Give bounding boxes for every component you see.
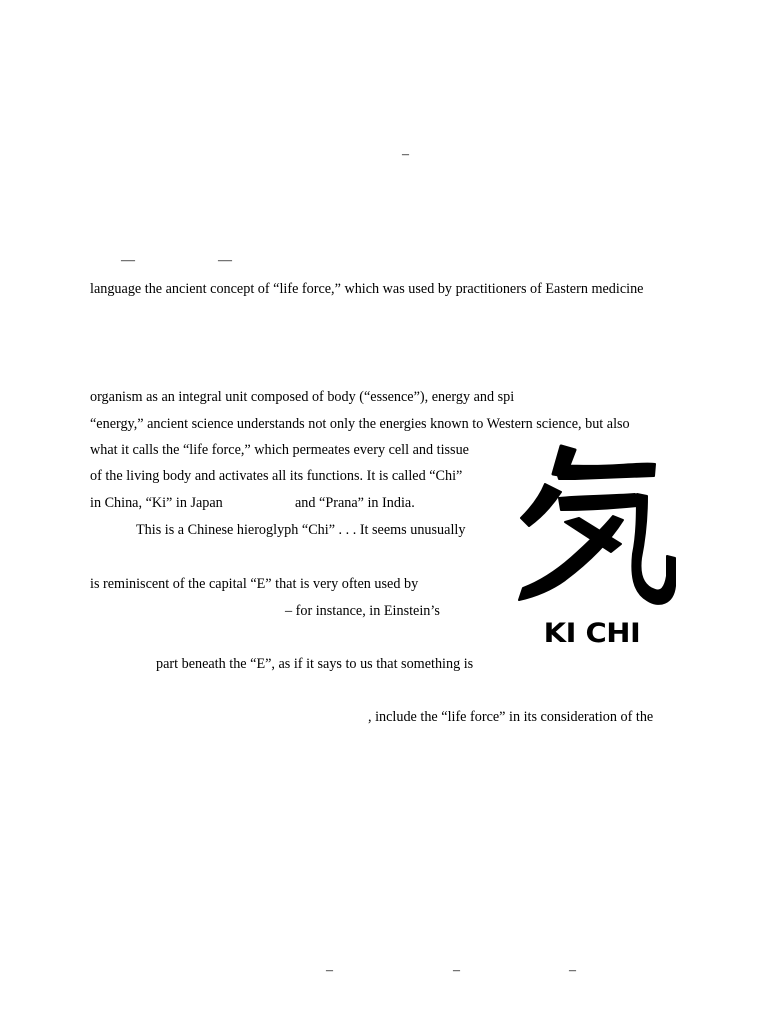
top-dash: –: [402, 147, 409, 162]
text-line-living: of the living body and activates all its functions. It is called “Chi”: [90, 468, 463, 484]
text-line-part: part beneath the “E”, as if it says to us that something is: [156, 656, 474, 672]
text-line-china: in China, “Ki” in Japan: [90, 495, 223, 511]
ki-chi-caption: KI CHI: [543, 617, 641, 649]
text-line-energy: “energy,” ancient science understands not only the energies known to Western science, but also: [90, 416, 630, 432]
text-line-hieroglyph: This is a Chinese hieroglyph “Chi” . . . It seems unusually: [136, 522, 466, 538]
text-line-organism: organism as an integral unit composed of body (“essence”), energy and spi: [90, 389, 515, 405]
left-em-dash: —: [121, 253, 135, 268]
bottom-dash-2: –: [453, 963, 460, 978]
text-line-reminiscent: is reminiscent of the capital “E” that is very often used by: [90, 576, 419, 592]
ki-chi-hieroglyph-icon: [509, 436, 677, 611]
text-line-prana: and “Prana” in India.: [295, 495, 415, 511]
text-line-include: , include the “life force” in its consideration of the: [368, 709, 654, 725]
right-em-dash: —: [218, 253, 232, 268]
text-line-einstein: – for instance, in Einstein’s: [285, 603, 440, 619]
text-line-language: language the ancient concept of “life force,” which was used by practitioners of Eastern medicine: [90, 281, 644, 297]
ki-chi-figure: [509, 436, 677, 656]
bottom-dash-3: –: [569, 963, 576, 978]
text-line-what: what it calls the “life force,” which permeates every cell and tissue: [90, 442, 469, 458]
bottom-dash-1: –: [326, 963, 333, 978]
